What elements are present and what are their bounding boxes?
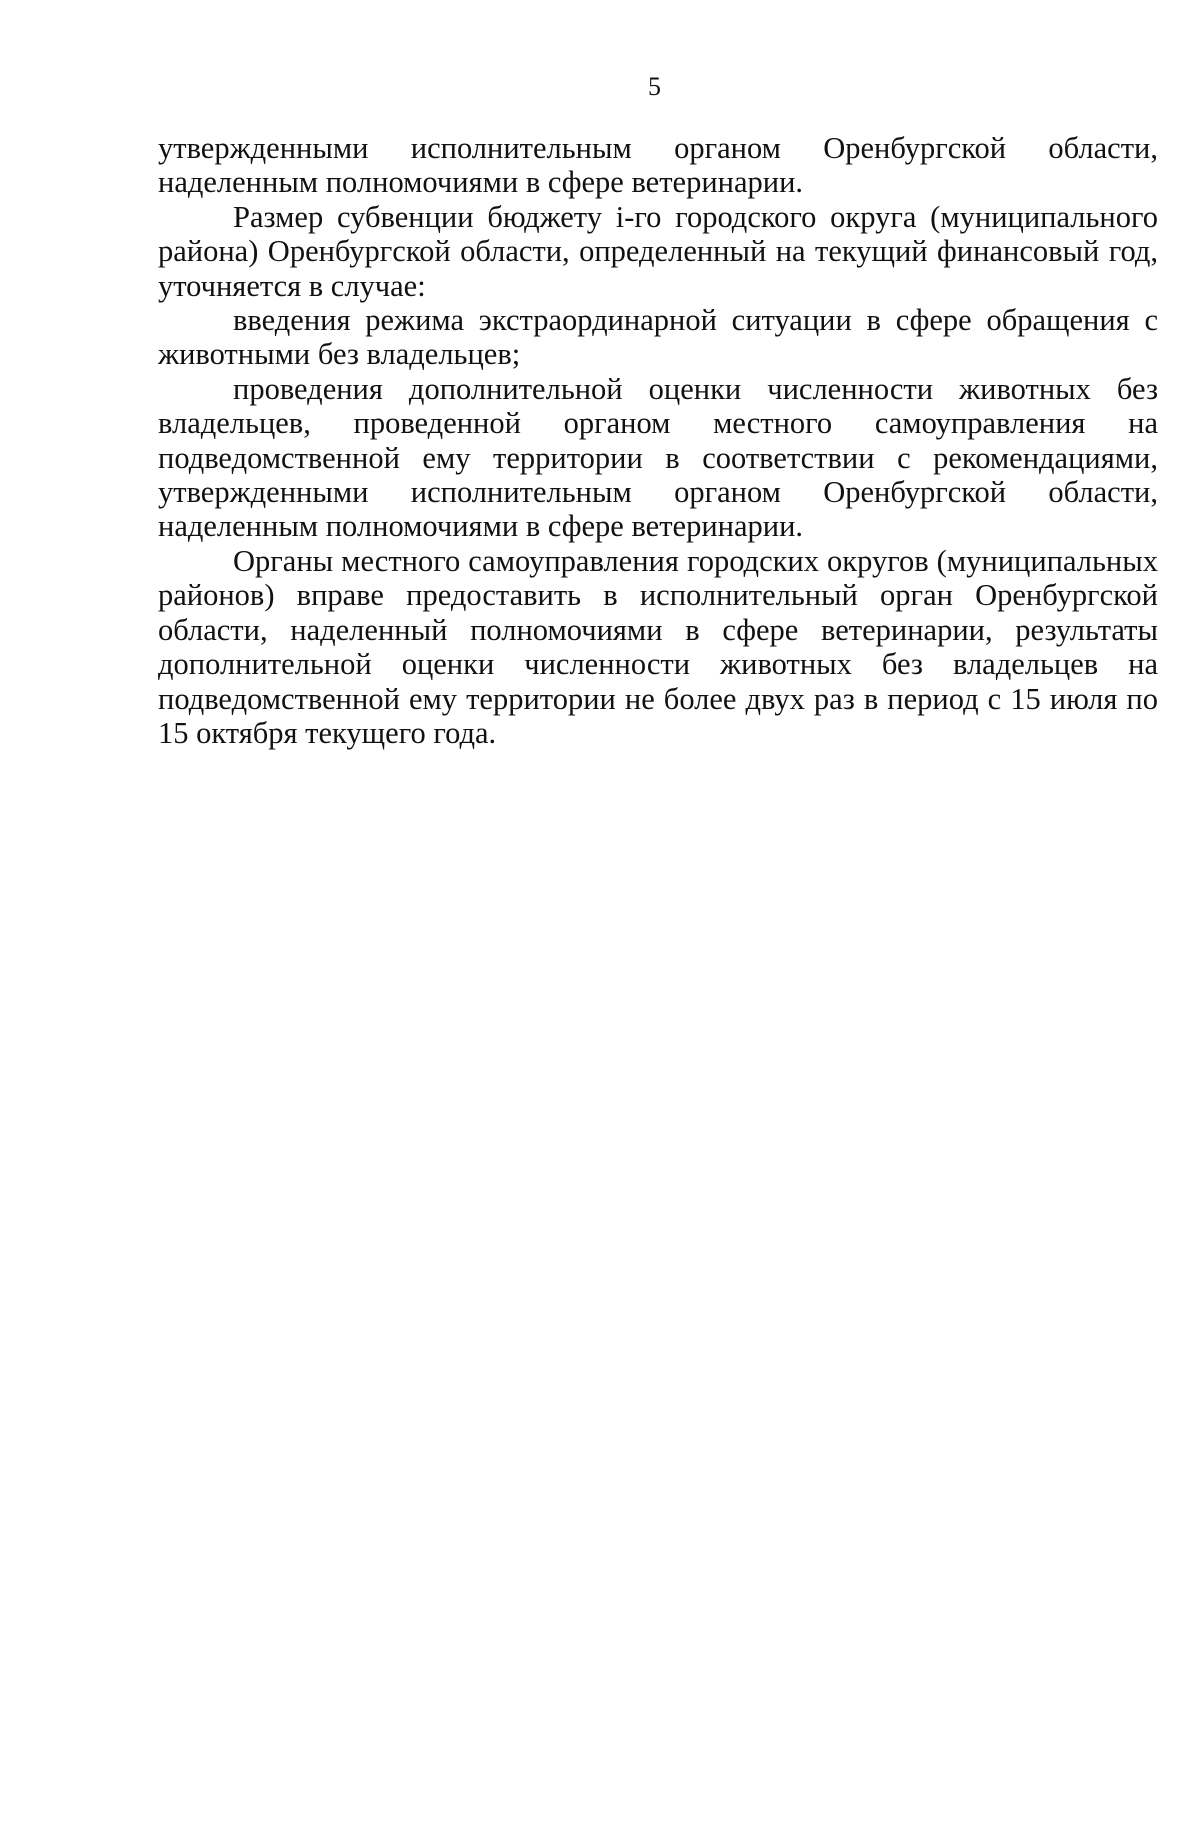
paragraph-additional-assessment: проведения дополнительной оценки численности животных без владельцев, проведенной органом местного самоуправления на подведомственной ему территории в соответствии с рекомендациями, утвержденными исполнительным органом Оренбургской области, наделенным полномочиями в сфере ветеринарии. bbox=[158, 371, 1158, 544]
paragraph-continuation: утвержденными исполнительным органом Оренбургской области, наделенным полномочиями в сфере ветеринарии. bbox=[158, 131, 1158, 200]
paragraph-local-authorities: Органы местного самоуправления городских округов (муниципальных районов) вправе предоставить в исполнительный орган Оренбургской области, наделенный полномочиями в сфере ветеринарии, результаты дополнительной оценки численности животных без владельцев на подведомственной ему территории не более двух раз в период с 15 июля по 15 октября текущего года. bbox=[158, 543, 1158, 750]
body-text bbox=[158, 131, 1158, 750]
paragraph-emergency-regime: введения режима экстраординарной ситуации в сфере обращения с животными без владельцев; bbox=[158, 303, 1158, 372]
paragraph-subvention-size: Размер субвенции бюджету i-го городского округа (муниципального района) Оренбургской области, определенный на текущий финансовый год, уточняется в случае: bbox=[158, 199, 1158, 303]
page-number: 5 bbox=[648, 72, 661, 101]
